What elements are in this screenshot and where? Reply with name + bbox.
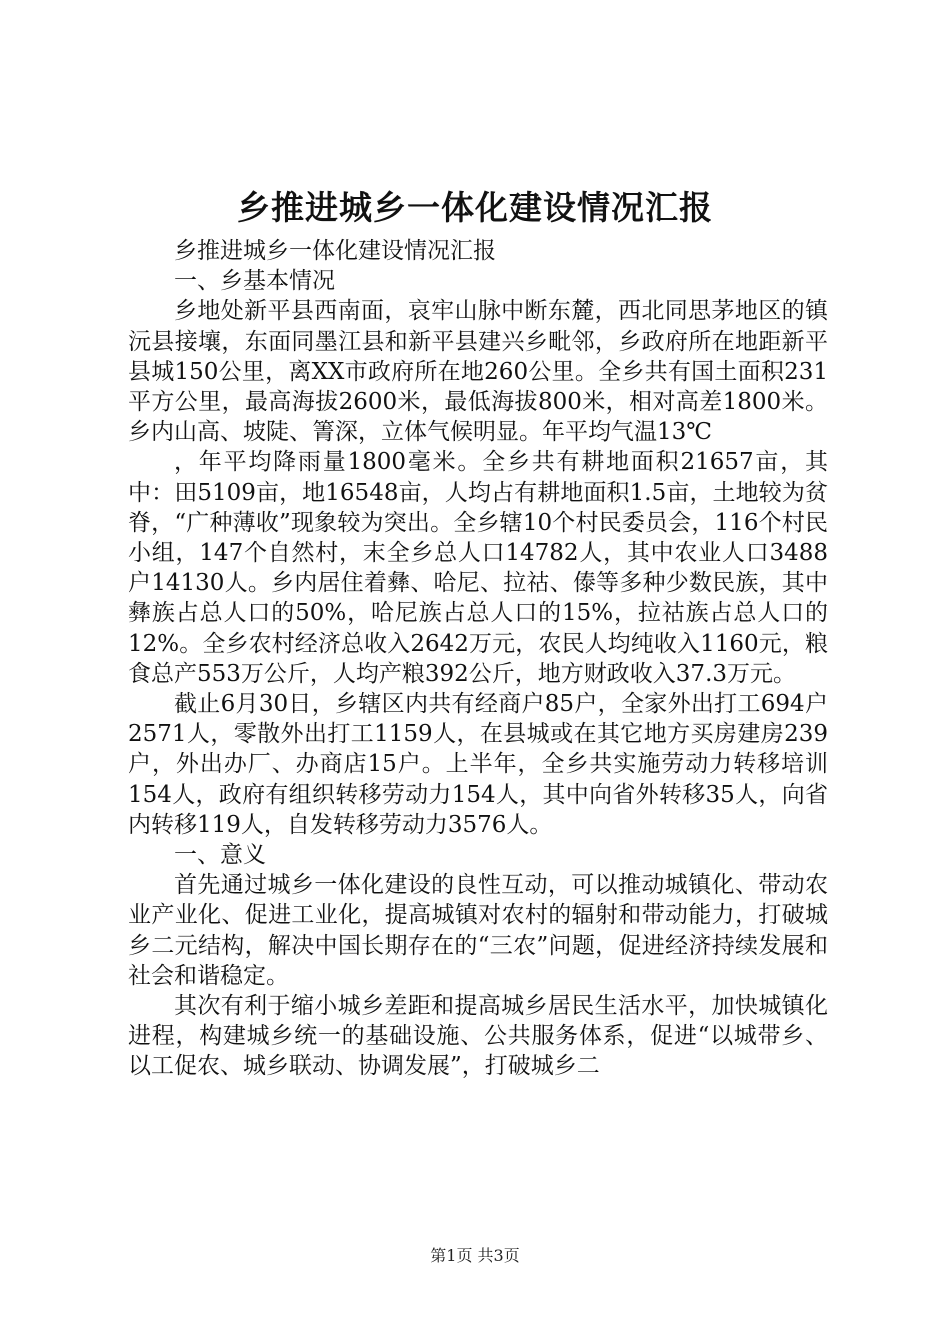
body-paragraph: 首先通过城乡一体化建设的良性互动，可以推动城镇化、带动农业产业化、促进工业化，提高城镇对农村的辐射和带动能力，打破城乡二元结构，解决中国长期存在的“三农”问题，促进经济持续发展和社会和谐稳定。: [128, 872, 828, 989]
body-paragraph: 其次有利于缩小城乡差距和提高城乡居民生活水平，加快城镇化进程，构建城乡统一的基础设施、公共服务体系，促进“以城带乡、以工促农、城乡联动、协调发展”，打破城乡二: [128, 993, 828, 1080]
section-heading-significance: 一、意义: [174, 842, 266, 869]
document-body: [128, 236, 828, 1082]
page-number-footer: 第1页 共3页: [430, 1246, 520, 1265]
body-paragraph: 乡地处新平县西南面，哀牢山脉中断东麓，西北同思茅地区的镇沅县接壤，东面同墨江县和新平县建兴乡毗邻，乡政府所在地距新平县城150公里，离XX市政府所在地260公里。全乡共有国土面积231平方公里，最高海拔2600米，最低海拔800米，相对高差1800米。乡内山高、坡陡、箐深，立体气候明显。年平均气温13℃: [128, 298, 828, 446]
body-paragraph: 截止6月30日，乡辖区内共有经商户85户，全家外出打工694户2571人，零散外出打工1159人，在县城或在其它地方买房建房239户，外出办厂、办商店15户。上半年，全乡共实施劳动力转移培训154人，政府有组织转移劳动力154人，其中向省外转移35人，向省内转移119人，自发转移劳动力3576人。: [128, 691, 828, 838]
document-title: 乡推进城乡一体化建设情况汇报: [237, 188, 713, 227]
body-paragraph: ，年平均降雨量1800毫米。全乡共有耕地面积21657亩，其中：田5109亩，地16548亩，人均占有耕地面积1.5亩，土地较为贫脊，“广种薄收”现象较为突出。全乡辖10个村民委员会，116个村民小组，147个自然村，末全乡总人口14782人，其中农业人口3488户14130人。乡内居住着彝、哈尼、拉祜、傣等多种少数民族，其中彝族占总人口的50%，哈尼族占总人口的15%，拉祜族占总人口的12%。全乡农村经济总收入2642万元，农民人均纯收入1160元，粮食总产553万公斤，人均产粮392公斤，地方财政收入37.3万元。: [128, 449, 828, 687]
section-heading-basic-info: 一、乡基本情况: [174, 268, 335, 295]
body-paragraph-subtitle: 乡推进城乡一体化建设情况汇报: [174, 238, 496, 264]
